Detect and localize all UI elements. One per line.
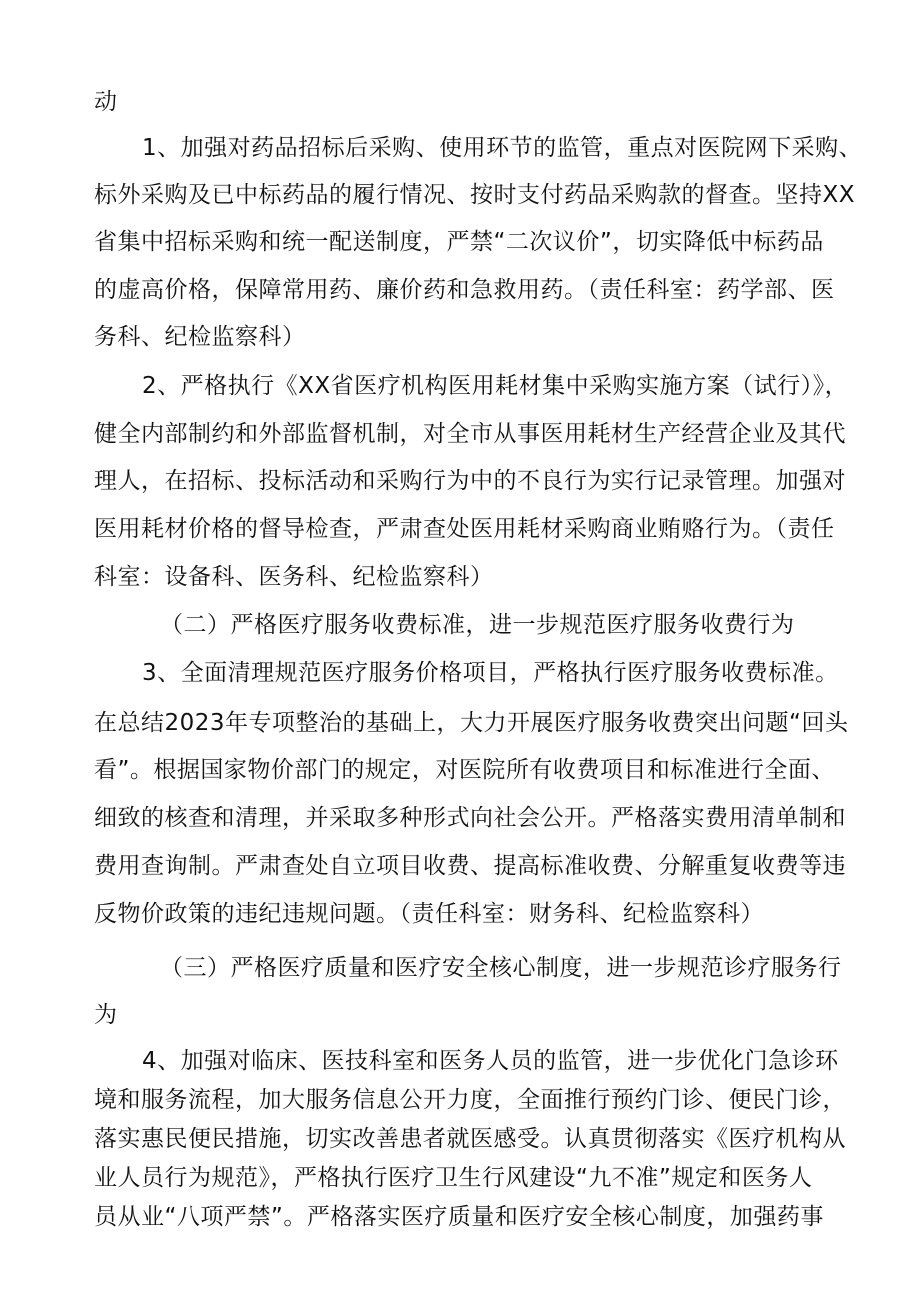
text-line: 动 (94, 89, 118, 115)
paragraph-1-start: 1、加强对药品招标后采购、使用环节的监管，重点对医院网下采购、 (142, 135, 863, 161)
text-line: 标外采购及已中标药品的履行情况、按时支付药品采购款的督查。坚持XX (94, 182, 856, 208)
paragraph-3-start: 3、全面清理规范医疗服务价格项目，严格执行医疗服务收费标准。 (142, 660, 839, 686)
text-line: 省集中招标采购和统一配送制度，严禁“二次议价”，切实降低中标药品 (94, 229, 824, 255)
text-line: 看”。根据国家物价部门的规定，对医院所有收费项目和标准进行全面、 (94, 757, 835, 783)
section-heading-2: （二）严格医疗服务收费标准，进一步规范医疗服务收费行为 (160, 612, 795, 638)
section-heading-3: （三）严格医疗质量和医疗安全核心制度，进一步规范诊疗服务行 (160, 955, 842, 981)
text-line: 在总结2023年专项整治的基础上，大力开展医疗服务收费突出问题“回头 (94, 710, 849, 736)
text-line: 健全内部制约和外部监督机制，对全市从事医用耗材生产经营企业及其代 (94, 421, 846, 447)
text-line: 境和服务流程，加大服务信息公开力度，全面推行预约门诊、便民门诊， (94, 1087, 846, 1113)
paragraph-2-start: 2、严格执行《XX省医疗机构医用耗材集中采购实施方案（试行）》， (142, 373, 849, 399)
text-line: 的虚高价格，保障常用药、廉价药和急救用药。（责任科室：药学部、医 (94, 277, 835, 303)
paragraph-4-start: 4、加强对临床、医技科室和医务人员的监管，进一步优化门急诊环 (142, 1048, 839, 1074)
text-line: 细致的核查和清理，并采取多种形式向社会公开。严格落实费用清单制和 (94, 805, 846, 831)
text-line: 费用查询制。严肃查处自立项目收费、提高标准收费、分解重复收费等违 (94, 853, 846, 879)
text-line: 科室：设备科、医务科、纪检监察科） (94, 564, 494, 590)
text-line: 医用耗材价格的督导检查，严肃查处医用耗材采购商业贿赂行为。（责任 (94, 516, 835, 542)
text-line: 落实惠民便民措施，切实改善患者就医感受。认真贯彻落实《医疗机构从 (94, 1126, 846, 1152)
text-line: 员从业“八项严禁”。严格落实医疗质量和医疗安全核心制度，加强药事 (94, 1204, 824, 1230)
text-line: 业人员行为规范》，严格执行医疗卫生行风建设“九不准”规定和医务人 (94, 1165, 813, 1191)
text-line: 为 (94, 1002, 118, 1028)
text-line: 反物价政策的违纪违规问题。（责任科室：财务科、纪检监察科） (94, 901, 764, 927)
text-line: 理人，在招标、投标活动和采购行为中的不良行为实行记录管理。加强对 (94, 468, 846, 494)
text-line: 务科、纪检监察科） (94, 324, 306, 350)
